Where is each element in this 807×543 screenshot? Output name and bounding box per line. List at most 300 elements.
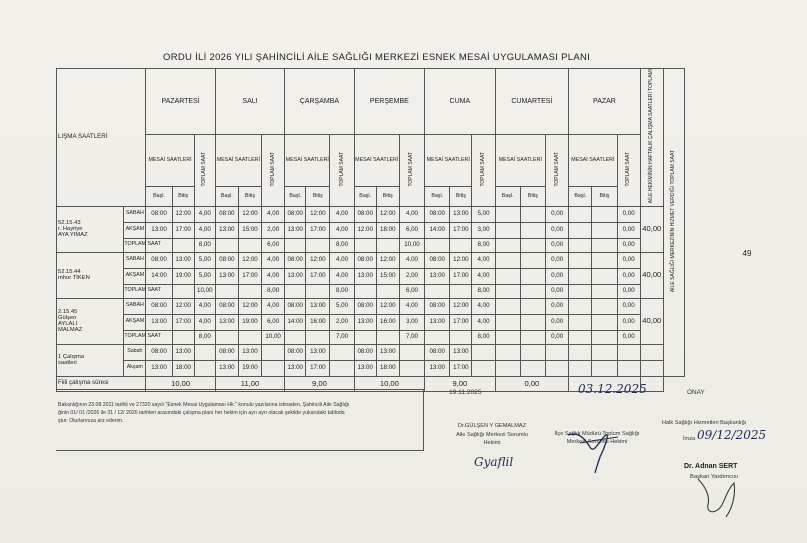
end-time: 12:00 <box>238 298 261 314</box>
empty-cell <box>495 344 520 360</box>
toplam-saat-label-text: TOPLAM SAAT <box>480 151 486 187</box>
end-time <box>520 268 545 284</box>
empty-cell <box>495 284 520 298</box>
start-time: 08:00 <box>285 344 306 360</box>
end-time: 12:00 <box>238 206 261 222</box>
start-time: 13:00 <box>146 222 172 238</box>
empty-cell <box>172 330 194 344</box>
empty-cell <box>472 344 495 360</box>
weekly-total: 40,00 <box>640 206 663 252</box>
empty-cell <box>450 330 472 344</box>
end-time: 15:00 <box>376 268 399 284</box>
day-total: 0,00 <box>617 284 640 298</box>
end-time <box>592 298 617 314</box>
toplam-saat-label-text: TOPLAM SAAT <box>269 151 276 187</box>
end-time: 19:00 <box>238 314 261 330</box>
slot-total: 4,00 <box>399 252 424 268</box>
start-label: Başl. <box>569 186 592 206</box>
fiili-value: 10,00 <box>146 376 215 391</box>
toplam-saat-label <box>399 135 424 207</box>
start-time: 13:00 <box>215 268 238 284</box>
end-time: 12:00 <box>172 206 194 222</box>
empty-cell <box>569 330 592 344</box>
end-time: 13:00 <box>450 344 472 360</box>
slot-total: 3,00 <box>399 314 424 330</box>
start-label: Başl. <box>215 186 238 206</box>
empty-cell <box>354 330 376 344</box>
start-label: Başl. <box>285 186 306 206</box>
start-time: 13:00 <box>215 360 238 376</box>
end-time: 17:00 <box>172 222 194 238</box>
day-total: 8,00 <box>262 284 285 298</box>
empty-cell <box>592 238 617 252</box>
empty-cell <box>617 360 640 376</box>
slot-label: TOPLAM SAAT <box>124 284 146 298</box>
note-line: ğinin 01/ 01 /2026 ile 31 / 12/ 2026 tarihleri arasındaki çalışma planı her hekim için ayrı ayrı olacak şekilde yukarıdaki tabloda <box>58 410 345 416</box>
end-time <box>592 206 617 222</box>
end-time: 12:00 <box>376 206 399 222</box>
end-time: 12:00 <box>306 206 330 222</box>
empty-cell <box>640 344 663 360</box>
slot-total: 4,00 <box>472 298 495 314</box>
slot-total: 4,00 <box>194 206 215 222</box>
end-time: 17:00 <box>450 222 472 238</box>
empty-cell <box>495 238 520 252</box>
slot-total: 4,00 <box>330 222 354 238</box>
slot-total: 4,00 <box>194 222 215 238</box>
empty-cell <box>215 330 238 344</box>
empty-cell <box>262 360 285 376</box>
start-time: 08:00 <box>354 252 376 268</box>
day-header-3: PERŞEMBE <box>354 69 424 135</box>
day-header-6: PAZAR <box>569 69 641 135</box>
day-total: 8,00 <box>472 284 495 298</box>
start-time: 08:00 <box>215 252 238 268</box>
empty-cell <box>520 284 545 298</box>
start-time: 08:00 <box>425 344 450 360</box>
start-time: 08:00 <box>146 344 172 360</box>
employee-line: 52.15.43 <box>58 220 81 227</box>
empty-cell <box>306 238 330 252</box>
end-time: 13:00 <box>172 344 194 360</box>
empty-cell <box>450 284 472 298</box>
slot-total: 2,00 <box>399 268 424 284</box>
signer1-role-1: Aile Sağlığı Merkezi Sorumlu <box>456 432 528 438</box>
slot-total: 4,00 <box>262 268 285 284</box>
start-time: 08:00 <box>285 206 306 222</box>
start-time: 08:00 <box>425 298 450 314</box>
end-time: 18:00 <box>376 360 399 376</box>
end-time: 18:00 <box>172 360 194 376</box>
slot-total: 0,00 <box>617 206 640 222</box>
mesai-label: MESAİ SAATLERİ <box>495 135 545 187</box>
slot-total: 4,00 <box>262 206 285 222</box>
empty-cell <box>520 344 545 360</box>
schedule-table <box>56 68 744 392</box>
empty-cell <box>546 360 569 376</box>
start-time: 08:00 <box>354 298 376 314</box>
end-time <box>592 268 617 284</box>
employee-line: mhur TİKEN <box>58 275 90 282</box>
mesai-label: MESAİ SAATLERİ <box>425 135 472 187</box>
empty-cell <box>285 238 306 252</box>
start-time <box>569 222 592 238</box>
slot-total: 2,00 <box>330 314 354 330</box>
mesai-label: MESAİ SAATLERİ <box>285 135 330 187</box>
slot-total: 4,00 <box>472 268 495 284</box>
start-label: Başl. <box>146 186 172 206</box>
empty-cell <box>592 330 617 344</box>
slot-total: 4,00 <box>472 252 495 268</box>
slot-total: 4,00 <box>330 268 354 284</box>
day-total: 8,00 <box>330 284 354 298</box>
signer1-role-2: Hekimi <box>483 440 501 446</box>
end-time: 17:00 <box>238 268 261 284</box>
end-time: 12:00 <box>306 252 330 268</box>
fiili-value: 10,00 <box>354 376 424 391</box>
slot-total: 3,00 <box>472 222 495 238</box>
empty-cell <box>238 238 261 252</box>
end-label: Bitiş <box>592 186 617 206</box>
start-label: Başl. <box>354 186 376 206</box>
slot-total: 4,00 <box>330 252 354 268</box>
toplam-saat-label-text: TOPLAM SAAT <box>408 151 415 187</box>
toplam-saat-label <box>330 135 354 207</box>
slot-label: SABAH <box>124 206 146 222</box>
end-time: 12:00 <box>450 252 472 268</box>
start-time: 14:00 <box>285 314 306 330</box>
toplam-saat-label <box>546 135 569 207</box>
center-col-header <box>663 69 684 377</box>
day-total: 0,00 <box>617 330 640 344</box>
end-time: 17:00 <box>306 360 330 376</box>
slot-total: 0,00 <box>546 252 569 268</box>
end-time: 13:00 <box>376 344 399 360</box>
empty-cell <box>592 284 617 298</box>
employee-line: 2.15.45 <box>58 309 78 316</box>
end-time: 17:00 <box>172 314 194 330</box>
start-time <box>495 252 520 268</box>
fiili-value: 9,00 <box>285 376 354 391</box>
end-label: Bitiş <box>238 186 261 206</box>
end-time: 13:00 <box>172 252 194 268</box>
start-time <box>569 314 592 330</box>
signer2-role-1: İlçe Sağlık Müdürü Toplum Sağlığı <box>554 431 640 437</box>
employee-line: AYA YIMAZ <box>58 232 88 239</box>
day-total: 0,00 <box>617 238 640 252</box>
signer3-date-prefix: İmza <box>683 436 696 442</box>
toplam-saat-label-text: TOPLAM SAAT <box>338 151 345 187</box>
start-time: 08:00 <box>215 344 238 360</box>
empty-cell <box>495 330 520 344</box>
empty-cell <box>399 360 424 376</box>
day-header-0: PAZARTESİ <box>146 69 215 135</box>
center-hours-label <box>57 344 124 376</box>
day-total: 8,00 <box>194 330 215 344</box>
slot-total: 0,00 <box>546 268 569 284</box>
signer3-name: Dr. Adnan SERT <box>684 463 738 470</box>
start-time <box>495 222 520 238</box>
empty-cell <box>172 284 194 298</box>
fiili-label: Fiili çalışma süresi <box>57 376 146 391</box>
fiili-value: 9,00 <box>425 376 495 391</box>
start-time: 14:00 <box>146 268 172 284</box>
slot-label: TOPLAM SAAT <box>124 238 146 252</box>
empty-cell <box>376 238 399 252</box>
empty-cell <box>330 344 354 360</box>
end-time: 12:00 <box>376 298 399 314</box>
slot-total: 4,00 <box>399 206 424 222</box>
start-time <box>569 298 592 314</box>
approval-note <box>58 401 420 425</box>
empty-cell <box>495 360 520 376</box>
slot-total: 4,00 <box>194 314 215 330</box>
slot-label: AKŞAM <box>124 314 146 330</box>
slot-label: SABAH <box>124 252 146 268</box>
employee-line: MALMAZ <box>58 327 83 334</box>
empty-cell <box>306 284 330 298</box>
empty-cell <box>450 238 472 252</box>
weekly-col-header-text: AİLE HEKİMİNİN HAFTALIK ÇALIŞMA SAATLERİ TOPLAMI <box>648 69 655 204</box>
slot-total: 4,00 <box>399 298 424 314</box>
empty-cell <box>376 284 399 298</box>
center-hours-label-line: 1 Çalışma <box>58 354 85 361</box>
empty-cell <box>592 360 617 376</box>
end-time <box>520 298 545 314</box>
end-time: 13:00 <box>306 344 330 360</box>
end-label: Bitiş <box>520 186 545 206</box>
end-time: 16:00 <box>306 314 330 330</box>
slot-label: AKŞAM <box>124 222 146 238</box>
end-time: 17:00 <box>450 360 472 376</box>
start-time: 08:00 <box>425 206 450 222</box>
empty-cell <box>546 344 569 360</box>
empty-cell <box>425 238 450 252</box>
slot-total: 4,00 <box>262 252 285 268</box>
end-time: 17:00 <box>450 268 472 284</box>
employee-line: r. Hayriye <box>58 226 83 233</box>
empty-cell <box>425 284 450 298</box>
employee-cell <box>57 206 124 252</box>
empty-cell <box>617 344 640 360</box>
center-hours-label-line: saatleri <box>58 360 77 367</box>
slot-total: 0,00 <box>546 298 569 314</box>
signer2-signature <box>560 425 630 475</box>
mesai-label: MESAİ SAATLERİ <box>215 135 261 187</box>
slot-total: 6,00 <box>399 222 424 238</box>
end-time <box>520 206 545 222</box>
weekly-col-header <box>640 69 663 207</box>
employee-line: AYLALI <box>58 321 78 328</box>
end-time <box>520 222 545 238</box>
start-time: 08:00 <box>215 298 238 314</box>
employee-cell <box>57 298 124 344</box>
toplam-saat-label <box>472 135 495 207</box>
start-time: 13:00 <box>354 268 376 284</box>
empty-cell <box>520 238 545 252</box>
slot-label: Sabah <box>124 344 146 360</box>
signer1-signature: Gyaflil <box>474 455 514 469</box>
start-time: 13:00 <box>215 222 238 238</box>
start-time: 08:00 <box>425 252 450 268</box>
signer3-handwritten-date: 09/12/2025 <box>697 428 767 442</box>
day-total: 10,00 <box>194 284 215 298</box>
end-time: 12:00 <box>450 298 472 314</box>
day-total: 10,00 <box>262 330 285 344</box>
end-time: 17:00 <box>450 314 472 330</box>
start-time: 13:00 <box>354 314 376 330</box>
day-total: 6,00 <box>262 238 285 252</box>
slot-total: 0,00 <box>546 314 569 330</box>
day-header-4: CUMA <box>425 69 495 135</box>
empty-cell <box>262 344 285 360</box>
start-time: 13:00 <box>354 360 376 376</box>
start-time <box>495 314 520 330</box>
end-time: 12:00 <box>238 252 261 268</box>
empty-cell <box>354 238 376 252</box>
slot-total: 0,00 <box>617 268 640 284</box>
start-time: 08:00 <box>285 252 306 268</box>
slot-label: Akşam <box>124 360 146 376</box>
end-time: 17:00 <box>306 222 330 238</box>
empty-cell <box>194 360 215 376</box>
corner-label: LIŞMA SAATLERİ <box>57 69 146 207</box>
document-title: ORDU İLİ 2026 YILI ŞAHİNCİLİ AİLE SAĞLIĞI MERKEZİ ESNEK MESAİ UYGULAMASI PLANI <box>163 52 591 63</box>
date-left: 19.11.2025 <box>449 389 482 396</box>
empty-cell <box>569 360 592 376</box>
day-header-5: CUMARTESİ <box>495 69 569 135</box>
start-time: 08:00 <box>146 252 172 268</box>
day-total: 0,00 <box>546 284 569 298</box>
weekly-total: 40,00 <box>640 298 663 344</box>
empty-cell <box>425 330 450 344</box>
weekly-total: 40,00 <box>640 252 663 298</box>
signer1-name: Dr.GÜLŞEN Y GEMALMAZ <box>457 423 527 429</box>
handwritten-date-1: 03.12.2025 <box>578 382 647 396</box>
signer3-title: Başkan Yardımcısı <box>690 474 739 480</box>
fiili-value: 0,00 <box>495 376 569 391</box>
end-time: 19:00 <box>172 268 194 284</box>
end-time: 13:00 <box>306 298 330 314</box>
day-total: 7,00 <box>399 330 424 344</box>
slot-total: 4,00 <box>330 206 354 222</box>
mesai-label: MESAİ SAATLERİ <box>146 135 194 187</box>
end-time: 18:00 <box>376 222 399 238</box>
day-total: 8,00 <box>472 238 495 252</box>
start-time: 13:00 <box>425 360 450 376</box>
end-time: 19:00 <box>238 360 261 376</box>
empty-cell <box>569 344 592 360</box>
end-time <box>592 314 617 330</box>
empty-cell <box>472 360 495 376</box>
empty-cell <box>172 238 194 252</box>
day-header-2: ÇARŞAMBA <box>285 69 354 135</box>
end-time: 12:00 <box>172 298 194 314</box>
start-time: 08:00 <box>146 206 172 222</box>
empty-cell <box>354 284 376 298</box>
end-time: 15:00 <box>238 222 261 238</box>
note-line: Bakanlığının 23.08.2011 tarihli ve 27320 sayılı "Esnek Mesai Uygulaması Hk." konulu yazılarına istinaden, Şahincili Aile Sağlığı <box>58 402 350 408</box>
empty-cell <box>569 238 592 252</box>
slot-total: 0,00 <box>617 222 640 238</box>
start-time: 13:00 <box>425 314 450 330</box>
slot-total: 4,00 <box>262 298 285 314</box>
center-total: 49 <box>742 249 752 258</box>
start-time <box>569 206 592 222</box>
mesai-label: MESAİ SAATLERİ <box>354 135 399 187</box>
slot-total: 2,00 <box>262 222 285 238</box>
end-time: 12:00 <box>376 252 399 268</box>
slot-total: 0,00 <box>546 222 569 238</box>
day-total: 0,00 <box>546 238 569 252</box>
start-time <box>495 206 520 222</box>
empty-cell <box>215 284 238 298</box>
start-time: 12:00 <box>354 222 376 238</box>
toplam-saat-label-text: TOPLAM SAAT <box>201 151 208 187</box>
day-total: 6,00 <box>399 284 424 298</box>
start-time: 08:00 <box>215 206 238 222</box>
start-time <box>569 252 592 268</box>
start-time: 14:00 <box>425 222 450 238</box>
end-time: 16:00 <box>376 314 399 330</box>
slot-total: 0,00 <box>617 252 640 268</box>
slot-total: 5,00 <box>330 298 354 314</box>
slot-total: 4,00 <box>194 298 215 314</box>
slot-label: AKŞAM <box>124 268 146 284</box>
empty-cell <box>330 360 354 376</box>
start-time: 13:00 <box>146 360 172 376</box>
start-label: Başl. <box>495 186 520 206</box>
signer2-role-2: Merkezi Sorumlu Hekimi <box>566 439 628 445</box>
end-label: Bitiş <box>450 186 472 206</box>
empty-cell <box>569 284 592 298</box>
slot-total: 5,00 <box>194 252 215 268</box>
empty-cell <box>376 330 399 344</box>
slot-total: 5,00 <box>194 268 215 284</box>
empty-cell <box>399 344 424 360</box>
toplam-saat-label <box>194 135 215 207</box>
slot-label: TOPLAM SAAT <box>124 330 146 344</box>
start-time: 13:00 <box>285 268 306 284</box>
start-time <box>495 268 520 284</box>
start-time: 13:00 <box>425 268 450 284</box>
end-label: Bitiş <box>172 186 194 206</box>
employee-cell <box>57 252 124 298</box>
start-time: 13:00 <box>285 222 306 238</box>
slot-total: 6,00 <box>262 314 285 330</box>
empty-cell <box>285 330 306 344</box>
mesai-label: MESAİ SAATLERİ <box>569 135 617 187</box>
signer3-signature <box>688 475 748 520</box>
end-time: 17:00 <box>306 268 330 284</box>
day-total: 8,00 <box>194 238 215 252</box>
start-time <box>495 298 520 314</box>
end-time: 13:00 <box>238 344 261 360</box>
signer3-dept: Halk Sağlığı Hizmetleri Başkanlığı <box>662 420 747 426</box>
slot-total: 5,00 <box>472 206 495 222</box>
slot-total: 0,00 <box>546 206 569 222</box>
start-time: 13:00 <box>285 360 306 376</box>
start-time: 08:00 <box>285 298 306 314</box>
toplam-saat-label <box>262 135 285 207</box>
onay-label: ONAY <box>687 389 705 396</box>
employee-line: 52.15.44 <box>58 269 81 276</box>
empty-cell <box>520 330 545 344</box>
day-total: 8,00 <box>472 330 495 344</box>
day-header-1: SALI <box>215 69 284 135</box>
start-time: 08:00 <box>354 344 376 360</box>
empty-cell <box>215 238 238 252</box>
